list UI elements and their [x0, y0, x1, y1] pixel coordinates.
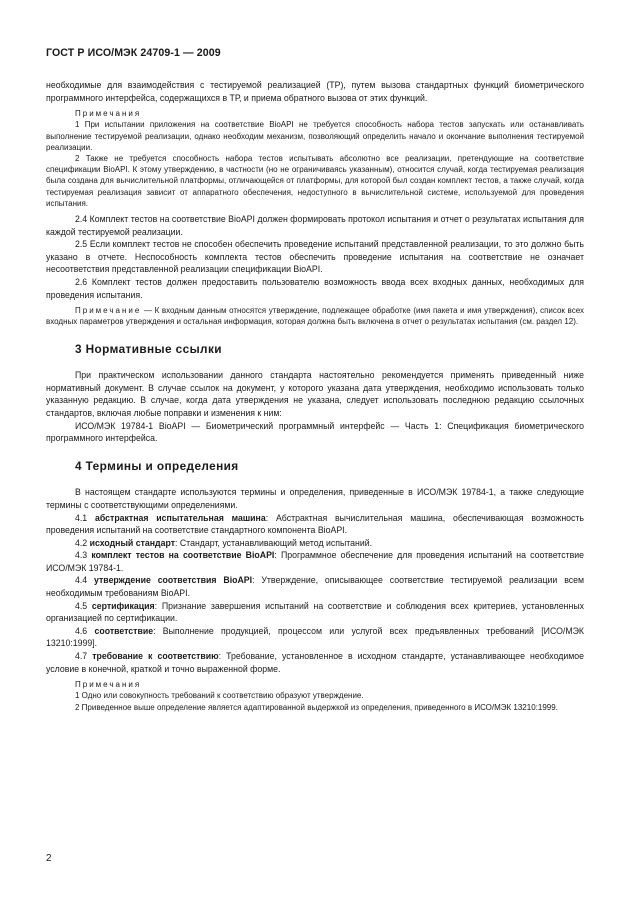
section-4-heading: 4 Термины и определения	[75, 458, 239, 473]
notes-block-1	[46, 108, 584, 209]
section-4-intro: В настоящем стандарте используются термины и определения, приведенные в ИСО/МЭК 19784-1, а также следующие термины с соответствующими определениями.	[46, 487, 584, 510]
term-number: 4.2	[75, 537, 88, 548]
term-name: соответствие	[94, 625, 154, 636]
term-4-1	[46, 512, 584, 537]
note-1: 1 При испытании приложения на соответствие BioAPI не требуется способность набора тестов запускать или останавливать выполнение тестируемой реализации, однако необходим механизм, позволяющий определить начало и окончание выполнения тестируемой реализации.	[46, 120, 584, 152]
notes-label: Примечания	[75, 109, 142, 119]
term-4-3	[46, 549, 584, 574]
term-4-2	[46, 537, 584, 550]
note-label: Примечание	[75, 306, 142, 316]
document-body	[46, 79, 584, 713]
term-name: абстрактная испытательная машина	[95, 512, 266, 523]
term-name: комплект тестов на соответствие BioAPI	[91, 550, 275, 561]
intro-paragraph: необходимые для взаимодействия с тестируемой реализацией (ТР), путем вызова стандартных функций биометрического программного интерфейса, содержащихся в ТР, и приема обратного вызова от этих функций.	[46, 80, 584, 103]
note-1: 1 Одно или совокупность требований к соответствию образуют утверждение.	[75, 691, 364, 701]
term-definition: : Стандарт, устанавливающий метод испытаний.	[174, 537, 373, 548]
clause-2-4: 2.4 Комплект тестов на соответствие BioAPI должен формировать протокол испытания и отчет о результатах испытания для каждой тестируемой реализации.	[46, 214, 584, 237]
page-header: ГОСТ Р ИСО/МЭК 24709-1 — 2009	[46, 47, 221, 59]
normative-reference: ИСО/МЭК 19784-1 BioAPI — Биометрический программный интерфейс — Часть 1: Спецификация биометрического программного интерфейса.	[46, 420, 584, 444]
section-3-heading: 3 Нормативные ссылки	[75, 341, 222, 356]
term-number: 4.1	[75, 512, 88, 523]
term-number: 4.5	[75, 600, 88, 611]
term-name: требование к соответствию	[92, 651, 219, 662]
term-definition: : Выполнение продукцией, процессом или услугой всех предъявленных требований [ИСО/МЭК 13210:1999].	[46, 625, 584, 649]
note-2: 2 Также не требуется способность набора тестов испытывать абсолютно все реализации, претендующие на соответствие спецификации BioAPI. К этому утверждению, в частности (но не ограничиваясь указанным), относится случай, когда тестируемая реализация была создана для вычислительной платформы, отличающейся от платформы, для которой был создан комплект тестов, а также случай, когда тестируемая реализация зависит от аппаратного обеспечения, недоступного в вычислительной системе, используемой для проведения испытания.	[46, 154, 584, 208]
term-4-7	[46, 650, 584, 675]
term-number: 4.3	[75, 550, 88, 561]
section-3-paragraph: При практическом использовании данного стандарта настоятельно рекомендуется применять приведенный ниже нормативный документ. В случае ссылок на документ, у которого указана дата утверждения, необходимо использовать только указанную редакцию. В случае, когда дата утверждения не указана, следует использовать последнюю редакцию ссылочных стандартов, включая любые поправки и изменения к ним:	[46, 370, 584, 418]
page-number: 2	[46, 853, 52, 864]
term-number: 4.7	[75, 651, 88, 662]
term-4-4	[46, 574, 584, 599]
term-4-6	[46, 625, 584, 650]
term-definition: : Требование, установленное в исходном стандарте, устанавливающее необходимое условие в конечной, краткой и точно выраженной форме.	[46, 651, 584, 674]
clause-2-5: 2.5 Если комплект тестов не способен обеспечить проведение испытаний представленной реализации, то это должно быть указано в отчете. Неспособность комплекта тестов обеспечить проведение испытания на соответствие не означает несоответствия представленной реализации спецификации BioAPI.	[46, 239, 584, 275]
term-number: 4.6	[75, 625, 88, 636]
note-text: — К входным данным относятся утверждение, подлежащее обработке (имя пакета и имя утверждения), список всех входных параметров утверждения и остальная информация, которая должна быть включена в отчет о результатах испытания (см. раздел 12).	[46, 306, 584, 327]
term-name: утверждение соответствия BioAPI	[94, 575, 253, 586]
note-2: 2 Приведенное выше определение является адаптированной выдержкой из определения, приведенного в ИСО/МЭК 13210:1999.	[75, 702, 558, 712]
clause-2-6: 2.6 Комплект тестов должен предоставить пользователю возможность ввода всех входных данных, необходимых для проведения испытания.	[46, 276, 584, 300]
term-name: исходный стандарт	[89, 537, 175, 548]
notes-label: Примечания	[75, 680, 142, 690]
notes-block-2	[46, 679, 584, 713]
term-definition: : Утверждение, описывающее соответствие тестируемой реализации всем необходимым требованиям BioAPI.	[46, 575, 584, 599]
term-name: сертификация	[91, 600, 155, 611]
term-definition: : Признание завершения испытаний на соответствие и соблюдения всех критериев, установленных организацией по сертификации.	[46, 600, 584, 624]
term-definition: : Абстрактная вычислительная машина, обеспечивающая возможность проведения испытаний на соответствие стандартного компонента BioAPI.	[46, 512, 584, 536]
term-4-5	[46, 600, 584, 625]
note-input-data	[46, 305, 584, 327]
term-number: 4.4	[75, 575, 88, 586]
term-definition: : Программное обеспечение для проведения испытаний на соответствие ИСО/МЭК 19784-1.	[46, 550, 584, 573]
